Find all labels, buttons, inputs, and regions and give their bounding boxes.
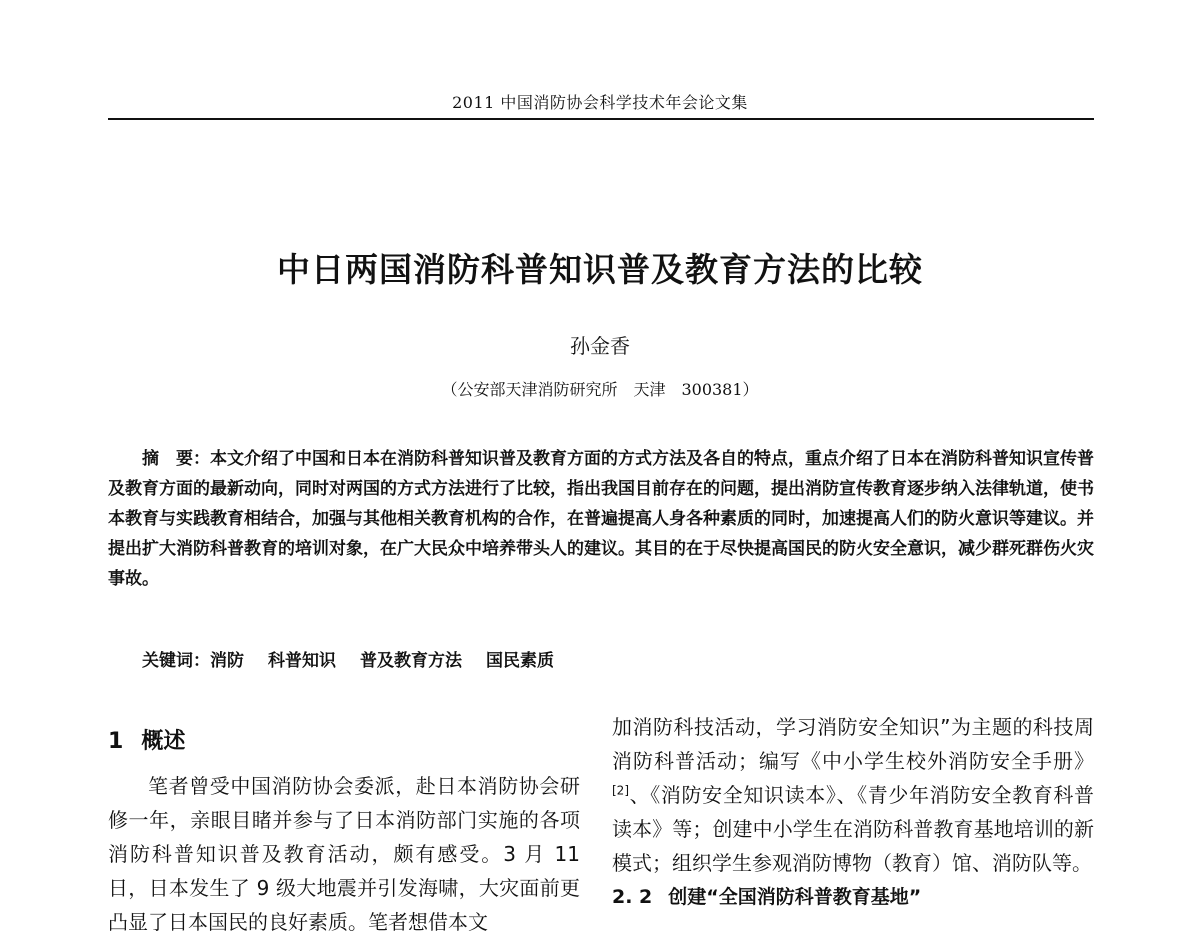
keyword: 国民素质: [486, 651, 554, 671]
subsection-title: 创建“全国消防科普教育基地”: [668, 886, 922, 908]
author-affiliation: （公安部天津消防研究所 天津 300381）: [441, 380, 759, 399]
keyword: 消防: [210, 651, 244, 671]
paragraph-text: 、《消防安全知识读本》、《青少年消防安全教育科普读本》等；创建中小学生在消防科普教育基地培训的新模式；组织学生参观消防博物（教育）馆、消防队等。: [612, 783, 1094, 875]
subsection-heading: [612, 880, 1094, 914]
article-title: 中日两国消防科普知识普及教育方法的比较: [277, 250, 923, 289]
subsection-number: 2. 2: [612, 886, 653, 908]
abstract: [108, 444, 1094, 594]
keyword: 普及教育方法: [360, 651, 462, 671]
right-column: [612, 710, 1094, 914]
section-title: 概述: [141, 729, 186, 754]
abstract-label: 摘 要：: [142, 449, 210, 469]
body-paragraph: [612, 710, 1094, 880]
left-column: [108, 724, 580, 939]
header-rule: [108, 118, 1094, 120]
citation-mark: [2]: [612, 783, 629, 798]
running-header: 2011 中国消防协会科学技术年会论文集: [452, 93, 748, 112]
section-heading: [108, 724, 580, 755]
keywords: [142, 646, 1092, 676]
abstract-text: 本文介绍了中国和日本在消防科普知识普及教育方面的方式方法及各自的特点，重点介绍了日本在消防科普知识宣传普及教育方面的最新动向，同时对两国的方式方法进行了比较，指出我国目前存在的问题，提出消防宣传教育逐步纳入法律轨道，使书本教育与实践教育相结合，加强与其他相关教育机构的合作，在普遍提高人身各种素质的同时，加速提高人们的防火意识等建议。并提出扩大消防科普教育的培训对象，在广大民众中培养带头人的建议。其目的在于尽快提高国民的防火安全意识，减少群死群伤火灾事故。: [108, 449, 1094, 589]
keyword: 科普知识: [268, 651, 336, 671]
paragraph-text: 加消防科技活动，学习消防安全知识”为主题的科技周消防科普活动；编写《中小学生校外消防安全手册》: [612, 715, 1094, 773]
section-number: 1: [108, 729, 124, 754]
author-name: 孙金香: [570, 334, 630, 358]
body-paragraph: 笔者曾受中国消防协会委派，赴日本消防协会研修一年，亲眼目睹并参与了日本消防部门实施的各项消防科普知识普及教育活动，颇有感受。3 月 11 日，日本发生了 9 级大地震并引发海啸，大灾面前更凸显了日本国民的良好素质。笔者想借本文: [108, 774, 580, 934]
keywords-label: 关键词：: [142, 651, 210, 671]
